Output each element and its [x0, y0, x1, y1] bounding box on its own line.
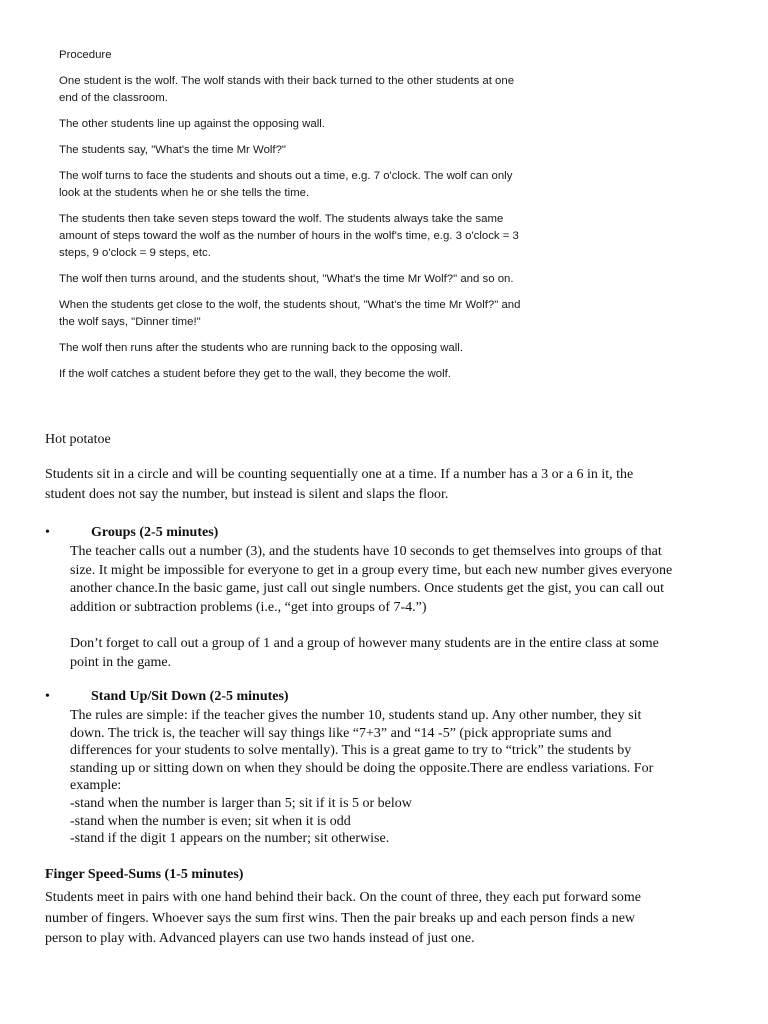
procedure-line: The students then take seven steps toward the wolf. The students always take the same: [59, 213, 504, 225]
procedure-line: The wolf turns to face the students and shouts out a time, e.g. 7 o'clock. The wolf can only: [59, 170, 513, 182]
groups-title: Groups (2-5 minutes): [91, 525, 219, 540]
body-line: example:: [70, 778, 122, 794]
body-line: -stand if the digit 1 appears on the number; sit otherwise.: [70, 831, 390, 847]
finger-body: [45, 888, 735, 950]
procedure-step: [59, 142, 539, 159]
body-line: another chance.In the basic game, just call out single numbers. Once students get the gist, you can call out: [70, 581, 665, 596]
procedure-line: The wolf then runs after the students who are running back to the opposing wall.: [59, 342, 463, 354]
body-line: size. It might be impossible for everyone to get in a group every time, but each new number gives everyone: [70, 562, 673, 578]
body-line: Students sit in a circle and will be counting sequentially one at a time. If a number has a 3 or a 6 in it, the: [45, 467, 634, 482]
procedure-screenshot: [59, 47, 539, 383]
procedure-step: [59, 297, 539, 331]
procedure-line: The other students line up against the opposing wall.: [59, 118, 325, 130]
procedure-line: amount of steps toward the wolf as the number of hours in the wolf's time, e.g. 3 o'clock = 3: [59, 230, 519, 242]
hot-potatoe-title: Hot potatoe: [45, 432, 111, 447]
bullet-icon: •: [45, 689, 50, 704]
body-line: The rules are simple: if the teacher gives the number 10, students stand up. Any other number, they sit: [70, 708, 642, 723]
procedure-line: the wolf says, "Dinner time!": [59, 316, 201, 328]
body-line: down. The trick is, the teacher will say things like “7+3” and “14 -5” (pick appropriate sums and: [70, 725, 612, 741]
procedure-step: [59, 340, 539, 357]
hot-potatoe-body: [45, 465, 735, 505]
procedure-step: [59, 116, 539, 133]
procedure-step: [59, 168, 539, 202]
procedure-step: [59, 271, 539, 288]
procedure-line: The students say, "What's the time Mr Wolf?": [59, 144, 286, 156]
procedure-step: [59, 73, 539, 107]
procedure-heading: Procedure: [59, 49, 112, 61]
procedure-line: look at the students when he or she tells the time.: [59, 187, 310, 199]
procedure-step: [59, 366, 539, 383]
body-line: number of fingers. Whoever says the sum first wins. Then the pair breaks up and each person finds a new: [45, 910, 636, 926]
standup-title: Stand Up/Sit Down (2-5 minutes): [91, 689, 289, 704]
body-line: point in the game.: [70, 654, 172, 670]
body-line: -stand when the number is larger than 5; sit if it is 5 or below: [70, 795, 412, 811]
groups-body: [70, 543, 730, 672]
procedure-line: When the students get close to the wolf, the students shout, "What's the time Mr Wolf?" and: [59, 299, 521, 311]
bullet-icon: •: [45, 525, 50, 540]
finger-title: Finger Speed-Sums (1-5 minutes): [45, 867, 244, 882]
standup-body: [70, 707, 730, 848]
body-line: Students meet in pairs with one hand behind their back. On the count of three, they each put forward some: [45, 890, 641, 905]
body-line: standing up or sitting down on when they should be doing the opposite.There are endless variations. For: [70, 760, 654, 776]
procedure-line: The wolf then turns around, and the students shout, "What's the time Mr Wolf?" and so on.: [59, 273, 514, 285]
body-line: differences for your students to solve mentally). This is a great game to try to “trick” the students by: [70, 743, 632, 759]
body-line: The teacher calls out a number (3), and the students have 10 seconds to get themselves into groups of that: [70, 544, 662, 559]
procedure-line: steps, 9 o'clock = 9 steps, etc.: [59, 247, 211, 259]
body-line: student does not say the number, but instead is silent and slaps the floor.: [45, 487, 449, 502]
body-line: person to play with. Advanced players can use two hands instead of just one.: [45, 931, 475, 946]
body-line: Don’t forget to call out a group of 1 and a group of however many students are in the entire class at some: [70, 636, 659, 651]
procedure-line: If the wolf catches a student before they get to the wall, they become the wolf.: [59, 368, 451, 380]
procedure-line: end of the classroom.: [59, 92, 168, 104]
procedure-step: [59, 211, 539, 262]
body-line: addition or subtraction problems (i.e., “get into groups of 7-4.”): [70, 599, 427, 615]
procedure-line: One student is the wolf. The wolf stands with their back turned to the other students at one: [59, 75, 515, 87]
body-line: -stand when the number is even; sit when it is odd: [70, 813, 351, 829]
